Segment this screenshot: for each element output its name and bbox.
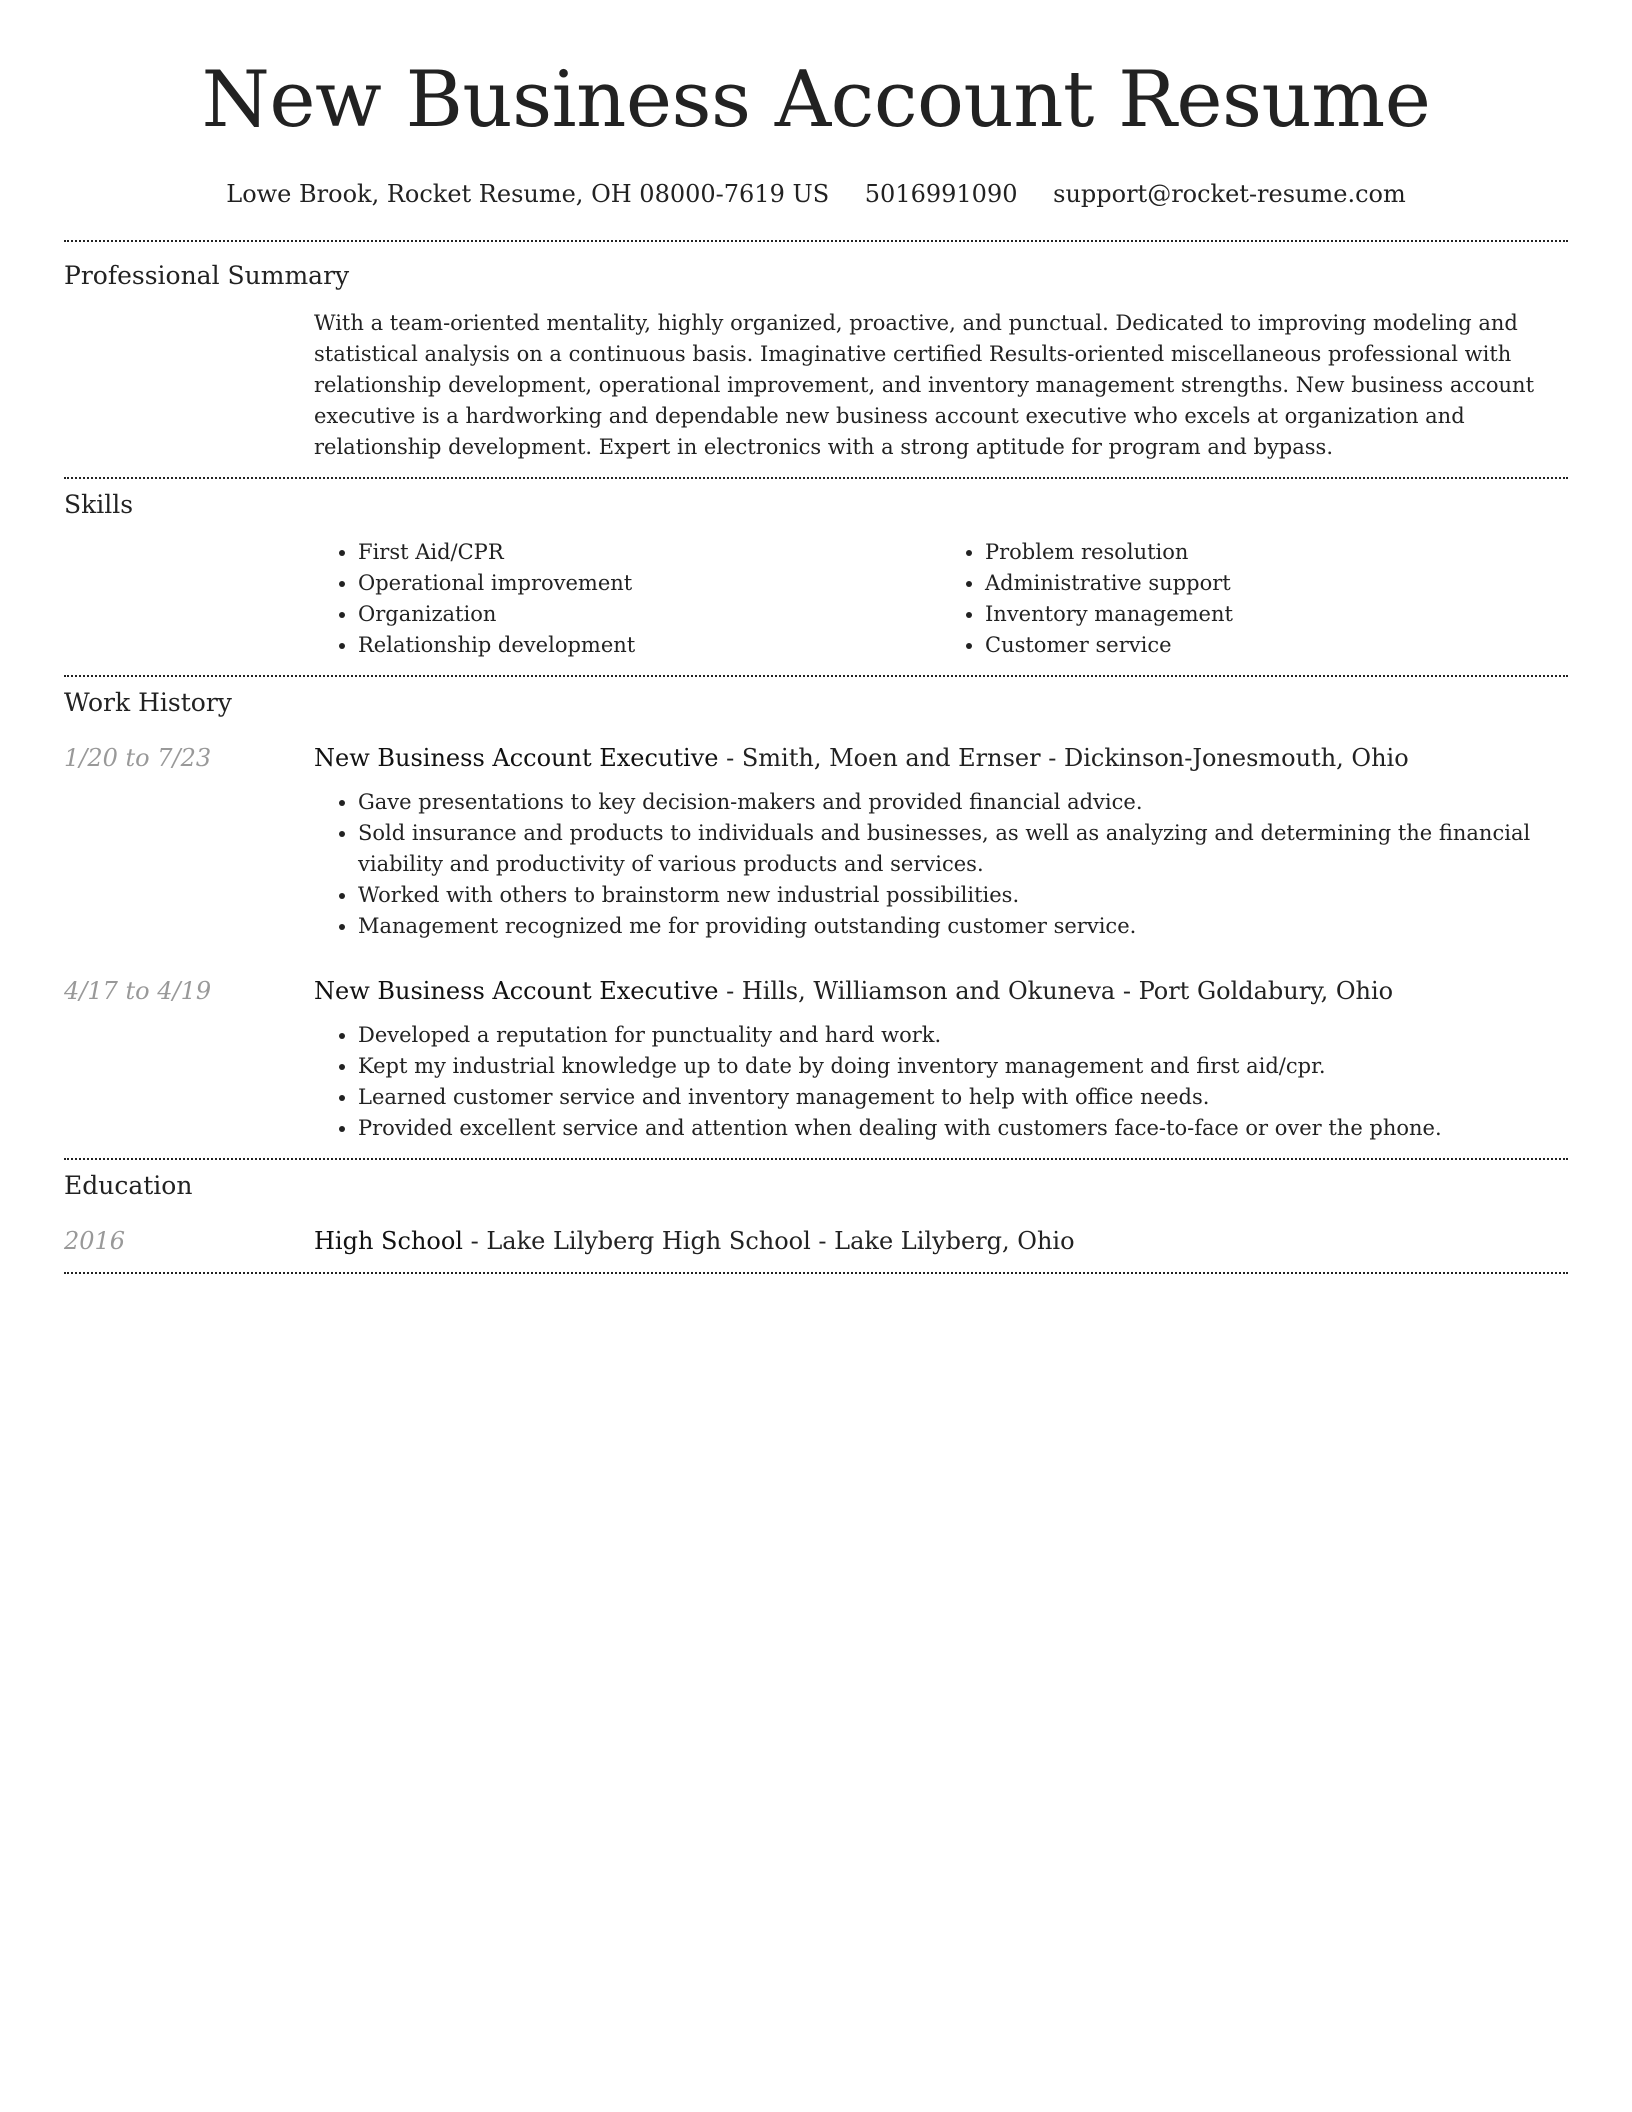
job-title: New Business Account Executive [314,744,719,772]
education-section [64,1160,1568,1258]
job-bullet: • Provided excellent service and attention when dealing with customers face-to-face or over the phone. [358,1113,1568,1144]
job-bullet: • Developed a reputation for punctuality and hard work. [358,1020,1568,1051]
divider [64,1272,1568,1274]
job-bullet: • Worked with others to brainstorm new industrial possibilities. [358,880,1568,911]
contact-email: support@rocket-resume.com [1053,180,1406,208]
summary-spacer [64,308,314,463]
job-entry [64,974,1568,1144]
skill-item: • Problem resolution [985,537,1568,568]
skills-list-right [941,537,1568,661]
job-heading [314,974,1568,1008]
job-body [314,974,1568,1144]
skill-item: • Inventory management [985,599,1568,630]
skills-section [64,479,1568,661]
education-entry [64,1224,1568,1258]
job-title: New Business Account Executive [314,977,719,1005]
skills-body [314,537,1568,661]
work-section [64,677,1568,1144]
job-dates: 1/20 to 7/23 [64,744,212,772]
skill-item: • Customer service [985,630,1568,661]
job-body [314,741,1568,942]
summary-section [64,242,1568,463]
skills-grid [314,537,1568,661]
contact-phone: 5016991090 [864,180,1018,208]
skill-item: • Relationship development [358,630,941,661]
resume-title: New Business Account Resume [201,55,1431,145]
education-heading-line [314,1224,1568,1258]
skills-spacer [64,537,314,661]
job-dates: 4/17 to 4/19 [64,977,212,1005]
skills-list-left [314,537,941,661]
job-entry [64,741,1568,942]
work-heading: Work History [64,688,232,717]
education-degree: High School [314,1227,463,1255]
job-bullet: • Gave presentations to key decision-makers and provided financial advice. [358,787,1568,818]
job-heading [314,741,1568,775]
skills-row [64,537,1568,661]
job-bullet: • Management recognized me for providing outstanding customer service. [358,911,1568,942]
skills-heading: Skills [64,490,134,519]
skill-item: • Operational improvement [358,568,941,599]
job-bullet: • Kept my industrial knowledge up to date by doing inventory management and first aid/cpr. [358,1051,1568,1082]
contact-address: Lowe Brook, Rocket Resume, OH 08000-7619 US [226,180,830,208]
education-details: - Lake Lilyberg High School - Lake Lilyberg, Ohio [462,1227,1075,1255]
education-heading: Education [64,1171,193,1200]
skill-item: • Organization [358,599,941,630]
summary-body [314,308,1568,463]
job-bullets [314,1020,1568,1144]
contact-line [64,178,1568,210]
resume-page [64,0,1568,1274]
skill-item: • First Aid/CPR [358,537,941,568]
job-bullet: • Sold insurance and products to individuals and businesses, as well as analyzing and determining the financial viability and productivity of various products and services. [358,818,1568,880]
job-bullets [314,787,1568,942]
summary-row [64,308,1568,463]
skill-item: • Administrative support [985,568,1568,599]
education-body [314,1224,1568,1258]
job-bullet: • Learned customer service and inventory management to help with office needs. [358,1082,1568,1113]
summary-text: With a team-oriented mentality, highly organized, proactive, and punctual. Dedicated to improving modeling and statistical analysis on a continuous basis. Imaginative certified Results-oriented miscellaneous professional with relationship development, operational improvement, and inventory management strengths. New business account executive is a hardworking and dependable new business account executive who excels at organization and relationship development. Expert in electronics with a strong aptitude for program and bypass. [314,311,1535,459]
summary-heading: Professional Summary [64,261,350,290]
job-details: - Hills, Williamson and Okuneva - Port Goldabury, Ohio [718,977,1394,1005]
education-year: 2016 [64,1227,126,1255]
job-details: - Smith, Moen and Ernser - Dickinson-Jonesmouth, Ohio [718,744,1409,772]
